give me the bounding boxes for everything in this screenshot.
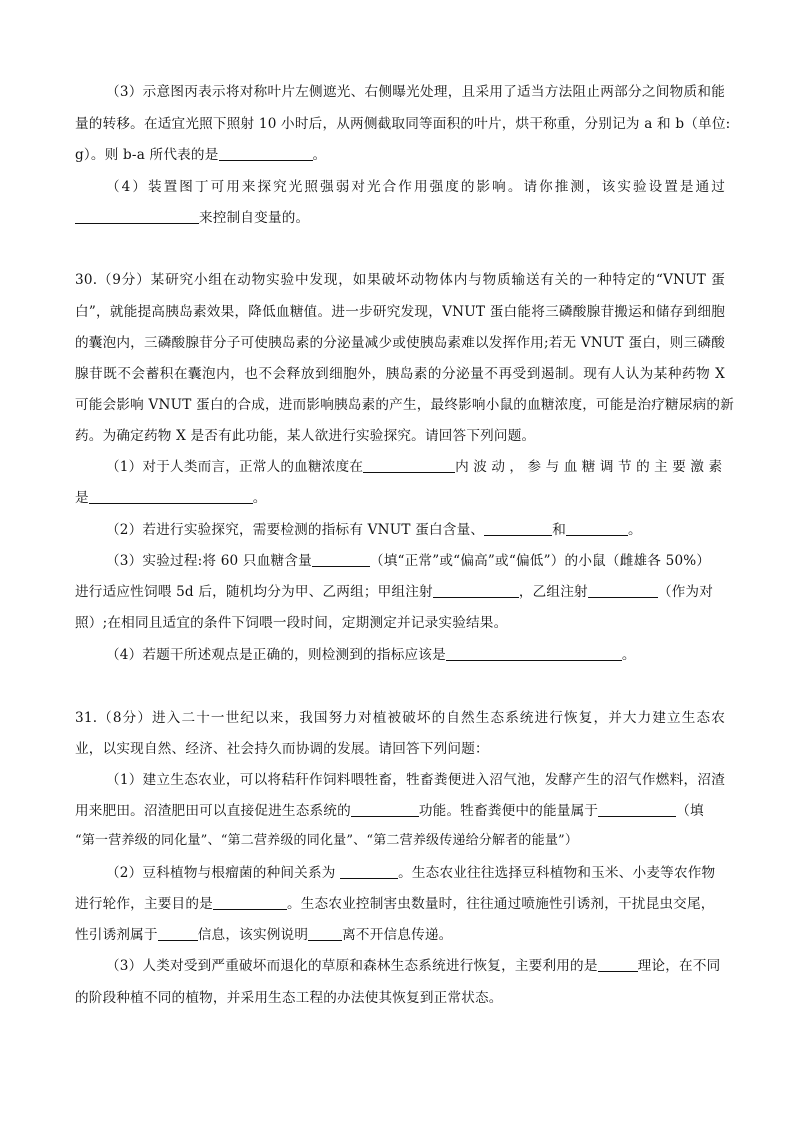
q29-p4-line1: （4）装置图丁可用来探究光照强弱对光合作用强度的影响。请你推测，该实验设置是通过 — [106, 179, 725, 195]
text: 用来肥田。沼渣肥田可以直接促进生态系统的 — [75, 803, 351, 819]
answer-blank[interactable] — [363, 458, 455, 473]
answer-blank[interactable] — [598, 802, 676, 817]
text: （填 — [676, 803, 704, 819]
text: （4）若题干所述观点是正确的，则检测到的指标应该是 — [106, 647, 446, 663]
text: 理论，在不同 — [637, 958, 721, 974]
text: （1）对于人类而言，正常人的血糖浓度在 — [106, 459, 364, 475]
answer-blank[interactable] — [213, 895, 287, 910]
answer-blank[interactable] — [566, 521, 628, 536]
text: 。生态农业往往选择豆科植物和玉米、小麦等农作物 — [398, 865, 716, 881]
q30-intro-line2: 白”，就能提高胰岛素效果，降低血糖值。进一步研究发现，VNUT 蛋白能将三磷酸腺苷搬运和储存到细胞 — [75, 304, 725, 320]
text: 是 — [75, 490, 89, 506]
q30-p3-line3: 照）;在相同且适宜的条件下饲喂一段时间，定期测定并记录实验结果。 — [75, 615, 508, 631]
q31-p3-line2: 的阶段种植不同的植物，并采用生态工程的办法使其恢复到正常状态。 — [75, 990, 503, 1006]
text: 。生态农业控制害虫数量时，往往通过喷施性引诱剂，干扰昆虫交尾， — [286, 896, 715, 912]
text: 。 — [621, 647, 636, 663]
q31-p2-line3 — [75, 925, 725, 945]
text: 内波动，参与血糖调节的主要激素 — [455, 459, 727, 475]
text: 。 — [627, 522, 642, 538]
answer-blank[interactable] — [588, 583, 658, 598]
text: 离不开信息传递。 — [342, 927, 453, 943]
q29-p3-line2: 量的转移。在适宜光照下照射 10 小时后，从两侧截取同等面积的叶片，烘干称重，分别记为 a 和 b（单位: — [75, 116, 731, 132]
q31-intro-line1: 31.（8分）进入二十一世纪以来，我国努力对植被破坏的自然生态系统进行恢复，并大力建立生态农 — [75, 710, 725, 726]
q31-p1-line2 — [75, 801, 725, 821]
answer-blank[interactable] — [351, 802, 419, 817]
answer-blank[interactable] — [158, 926, 198, 941]
text: 功能。牲畜粪便中的能量属于 — [418, 803, 599, 819]
text: （2）若进行实验探究，需要检测的指标有 VNUT 蛋白含量、 — [106, 522, 485, 538]
answer-blank[interactable] — [308, 926, 342, 941]
answer-blank[interactable] — [598, 957, 638, 972]
text: 进行轮作，主要目的是 — [75, 896, 213, 912]
text: 性引诱剂属于 — [75, 927, 158, 943]
q30-p2-line — [106, 520, 725, 540]
text: ，乙组注射 — [518, 584, 588, 600]
text: （填“正常”或“偏高”或“偏低”）的小鼠（雌雄各 50%） — [369, 553, 711, 569]
q30-p1-line1 — [106, 457, 725, 477]
q31-p1-line1: （1）建立生态农业，可以将秸秆作饲料喂牲畜，牲畜粪便进入沼气池，发酵产生的沼气作燃料，沼渣 — [106, 772, 725, 788]
answer-blank[interactable] — [484, 521, 552, 536]
text: 。 — [312, 147, 327, 163]
q30-p3-line2 — [75, 582, 725, 602]
text: （2）豆科植物与根瘤菌的种间关系为 — [106, 865, 336, 881]
text: g）。则 b-a 所代表的是 — [75, 147, 219, 163]
q29-p4-line2 — [75, 208, 725, 228]
answer-blank[interactable] — [219, 146, 313, 161]
text: （作为对 — [657, 584, 713, 600]
text: 和 — [552, 522, 566, 538]
q29-p3-line1: （3）示意图丙表示将对称叶片左侧遮光、右侧曝光处理，且采用了适当方法阻止两部分之间物质和能 — [106, 84, 725, 100]
answer-blank[interactable] — [89, 489, 253, 504]
q30-intro-line1: 30.（9分）某研究小组在动物实验中发现，如果破坏动物体内与物质输送有关的一种特定的“VNUT 蛋 — [75, 272, 725, 288]
answer-blank[interactable] — [446, 646, 622, 661]
q30-p1-line2 — [75, 488, 725, 508]
q30-p4-line — [106, 645, 725, 665]
q31-p3-line1 — [106, 956, 725, 976]
q30-intro-line4: 腺苷既不会蓄积在囊泡内，也不会释放到细胞外，胰岛素的分泌量不再受到遏制。现有人认为某种药物 X — [75, 366, 725, 382]
answer-blank[interactable] — [75, 209, 199, 224]
answer-blank[interactable] — [340, 864, 398, 879]
text: 进行适应性饲喂 5d 后，随机均分为甲、乙两组；甲组注射 — [75, 584, 433, 600]
q31-intro-line2: 业，以实现自然、经济、社会持久而协调的发展。请回答下列问题： — [75, 741, 489, 757]
q30-intro-line6: 药。为确定药物 X 是否有此功能，某人欲进行实验探究。请回答下列问题。 — [75, 428, 536, 444]
text: （3）人类对受到严重破坏而退化的草原和森林生态系统进行恢复，主要利用的是 — [106, 958, 598, 974]
text: 。 — [252, 490, 267, 506]
q31-p2-line1 — [106, 863, 725, 883]
q30-intro-line3: 的囊泡内，三磷酸腺苷分子可使胰岛素的分泌量减少或使胰岛素难以发挥作用;若无 VNUT 蛋白，则三磷酸 — [75, 335, 725, 351]
q30-p3-line1 — [106, 551, 725, 571]
q29-p3-line3 — [75, 145, 725, 165]
text: （3）实验过程:将 60 只血糖含量 — [106, 553, 312, 569]
text: 信息，该实例说明 — [197, 927, 309, 943]
q31-p2-line2 — [75, 894, 725, 914]
text: 来控制自变量的。 — [199, 210, 310, 226]
q31-p1-line3: “第一营养级的同化量”、“第二营养级的同化量”、“第二营养级传递给分解者的能量”） — [75, 833, 579, 848]
q30-intro-line5: 可能会影响 VNUT 蛋白的合成，进而影响胰岛素的产生，最终影响小鼠的血糖浓度，可能是治疗糖尿病的新 — [75, 397, 734, 413]
answer-blank[interactable] — [433, 583, 519, 598]
answer-blank[interactable] — [312, 552, 370, 567]
